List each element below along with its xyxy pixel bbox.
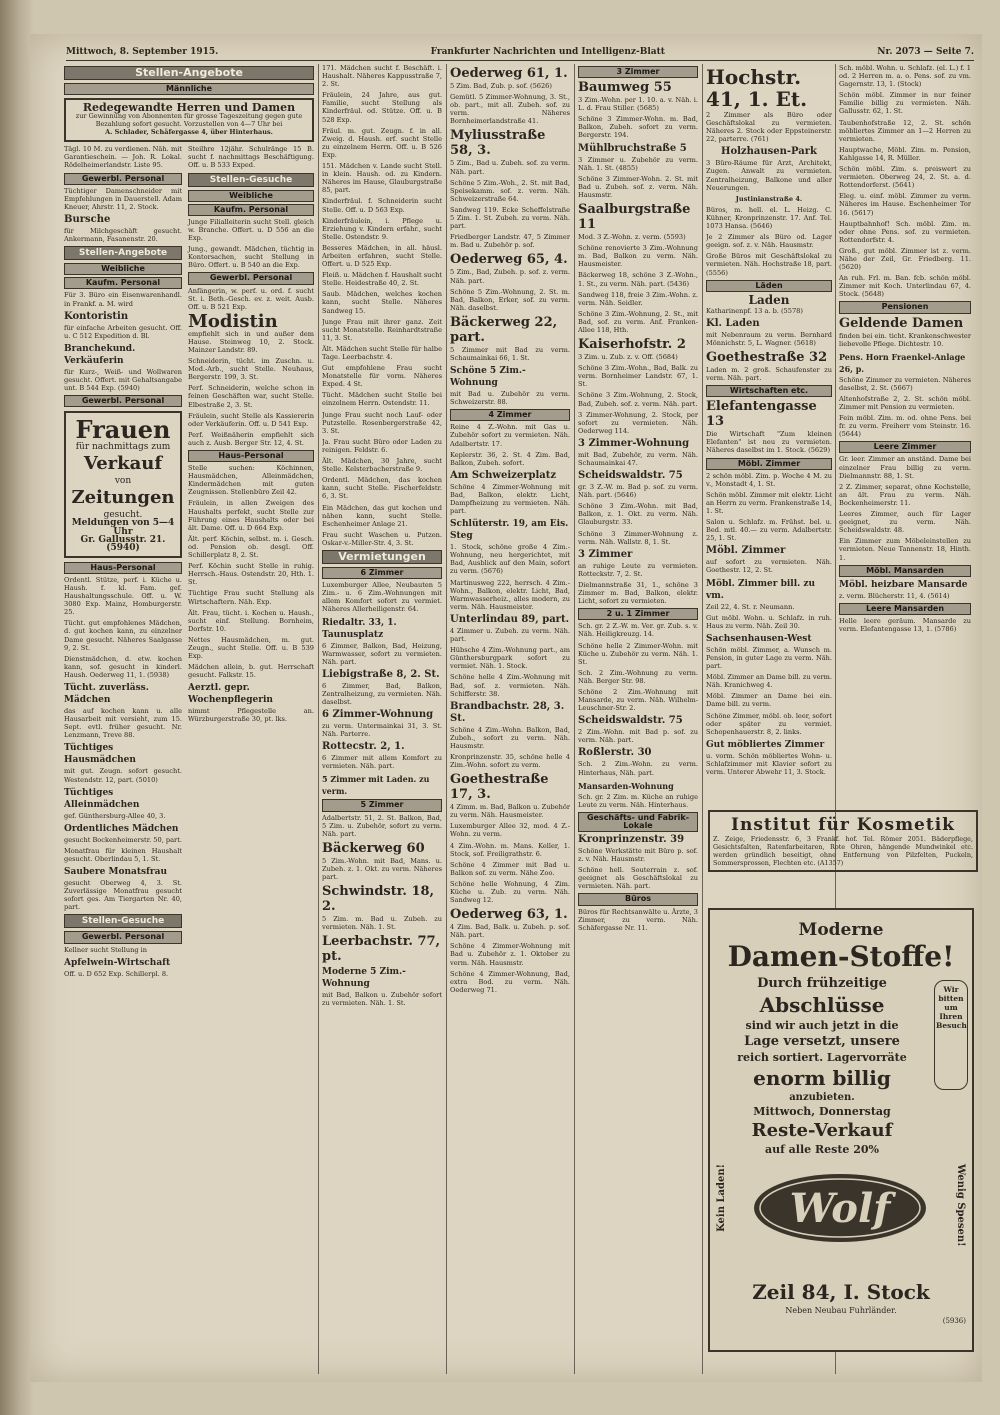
ad-headline: Ordentliches Mädchen [64, 823, 179, 834]
subsection-header: Kaufm. Personal [64, 277, 182, 289]
ad-text: Schöne Werkstätte mit Büro p. sof. z. v. Näh. Hausmstr. [578, 847, 698, 864]
ad-text: Dielmannstraße 31, 1., schöne 3 Zimmer m. Bad, Balkon, elektr. Licht, sofort zu vermieten. [578, 580, 698, 606]
subsection-header: Männliche [64, 83, 314, 95]
ad-text: Schöne 3 Zim.-Wohn., Bad, Balk. zu verm. Bornheimer Landstr. 67, 1. St. [578, 364, 698, 389]
wolf-logo [750, 1168, 930, 1248]
ad-text: Für 3. Büro ein Eisenwarenhandl. in Frankf. a. M. wird [64, 291, 182, 308]
ad-headline: Scheidswaldstr. 75 [578, 715, 683, 727]
ad-text: sind wir auch jetzt in die [745, 1019, 899, 1032]
ad-headline: Tücht. zuverläss. Mädchen [64, 683, 149, 706]
ad-text: Gr. Gallusstr. 21. (5940) [80, 534, 166, 553]
ad-text: Ein Mädchen, das gut kochen und nähen kann, sucht Stelle. Eschenheimer Anlage 21. [322, 503, 442, 528]
ad-text: zu verm. Untermainkai 31, 3. St. Näh. Parterre. [322, 722, 442, 739]
ad-text: Ordentl. Mädchen, das kochen kann, sucht Stelle. Fischerfeldstr. 6, 3. St. [322, 476, 442, 501]
subsection-header: 2 u. 1 Zimmer [578, 608, 698, 620]
ad-text: mit Bad u. Zubehör zu verm. Schweizerstr. 88. [450, 390, 570, 407]
ad-text: 3 Zim.-Wohn. per 1. 10. a. v. Näh. i. L. d. Frau Stiller. (5685) [578, 96, 698, 113]
ad-text: Schneiderin, tücht. im Zuschn. u. Mod.-Arb., sucht Stelle. Neuhaus, Bergerstr. 199, 3. St. [188, 357, 314, 382]
ad-text: Tücht. Mädchen sucht Stelle bei einzelnem Herrn. Ostendstr. 11. [322, 391, 442, 408]
book-spine [0, 0, 34, 1415]
column-1 [64, 64, 314, 1380]
ad-headline: Kaiserhofstr. 2 [578, 337, 686, 353]
ad-headline: Kontoristin [64, 310, 129, 322]
ad-headline: Laden [748, 292, 790, 307]
ad-text: für nachmittags zum [75, 442, 171, 453]
ad-text: 5 Zim., Bad u. Zubeh. sof. zu verm. Näh. part. [450, 159, 570, 176]
ad-text: empfiehlt sich in und außer dem Hause. Steinweg 10, 2. Stock. Mainzer Landstr. 89. [188, 329, 314, 354]
ad-text: Büros für Rechtsanwälte u. Ärzte, 3 Zimmer, zu verm. Näh. Schäfergasse Nr. 11. [578, 907, 698, 932]
ad-headline: Rottecstr. 2, 1. [322, 741, 405, 753]
ad-text: 5 Zim. Bad, Zub. p. sof. (5626) [450, 82, 552, 90]
ad-text: Keplerstr. 36, 2. St. 4 Zim. Bad, Balkon, Zubeh. sofort. [450, 450, 570, 467]
ad-headline: 3 Zimmer [578, 548, 633, 560]
ad-text: Mittwoch, Donnerstag [753, 1105, 891, 1118]
section-header: Stellen-Gesuche [64, 914, 182, 928]
ad-text: u. vorm. Schön möbliertes Wohn- u. Schlafzimmer mit Klavier sofort zu verm. Unterer Abwehr 11, 3. Stock. [706, 751, 832, 776]
ad-text: 4 Zimm. m. Bad, Balkon u. Zubehör zu verm. Näh. Hausmeister. [450, 803, 570, 820]
ad-headline: Roßlerstr. 30 [578, 747, 652, 759]
ad-text: Schöne Zimmer zu vermieten. Näheres daselbst, 2. St. (5667) [839, 375, 971, 392]
ad-text: reich sortiert. Lagervorräte [737, 1051, 907, 1064]
ad-headline: Moderne 5 Zim.-Wohnung [322, 967, 406, 990]
ad-text: Anfängerin, w. perf. u. ord. f. sucht St. i. Beth.-Gesch. ev. z. weit. Ausb. Off. u. B 521 Exp. [188, 286, 314, 311]
ad-headline: Oederweg 61, 1. [450, 66, 568, 81]
ad-headline: 5 Zimmer mit Laden. zu verm. [322, 774, 430, 797]
ad-text: Tägl. 10 M. zu verdienen. Näh. mit Garantieschein. — Joh. R. Lokal. Rödelheimerlandstr. Liste 95. [64, 145, 182, 170]
ad-text: 3 Zim. u. Zub. z. v. Off. (5684) [578, 353, 678, 362]
ad-text: Gut möbl. Wohn. u. Schlafz. in ruh. Haus zu verm. Näh. Zeil 30. [706, 613, 832, 630]
ad-text: Schöne 5 Zim.-Woh., 2. St. mit Bad, Speisekamm. sof. z. verm. Näh. Schweizerstraße 64. [450, 178, 570, 203]
ad-text: Stelle suchen: Köchinnen, Hausmädchen, Alleinmädchen, Kindermädchen mit guten Zeugnissen. Stellenbüro Zeil 42. [188, 464, 314, 497]
ad-text: Schöne 4 Zim.-Wohn. Balkon, Bad, Zubeh., sofort zu verm. Näh. Hausmstr. [450, 725, 570, 750]
column-rule [574, 64, 575, 1374]
ad-text: Perf. Köchin sucht Stelle in ruhig. Herrsch.-Haus. Ostendstr. 20, Hth. 1. St. [188, 562, 314, 587]
ad-text: 3 Zimmer u. Zubehör zu verm. Näh. 1. St. (4855) [578, 155, 698, 172]
ad-headline: Elefantengasse 13 [706, 399, 817, 430]
ad-text: Fein möbl. Zim. m. od. ohne Pens. bei fr. zu verm. Freiherr vom Steinstr. 16. (5644) [839, 414, 971, 439]
ad-text: Büros, m. hell. el. L. Heizg. C. Kühner, Kronprinzenstr. 17. Anf. Tel. 1073 Hansa. (5646) [706, 205, 832, 231]
header-date: Mittwoch, 8. September 1915. [66, 47, 219, 57]
ad-text: Frau sucht Waschen u. Putzen. Oskar-v.-Miller-Str. 4, 3. St. [322, 530, 442, 547]
ad-headline: Bursche [64, 213, 111, 225]
ad-text: Sch. 2 Zim.-Wohn. zu verm. Hinterhaus, Näh. part. [578, 760, 698, 777]
ad-text: Schöne 3 Zimmer-Wohn. m. Bad, Balkon, Zubeh. sofort zu verm. Bergerstr. 194. [578, 115, 698, 140]
ad-text: Off. u. D 652 Exp. Schillerpl. 8. [64, 969, 169, 978]
subsection-header: Möbl. Mansarden [839, 565, 971, 577]
ad-text: für einfache Arbeiten gesucht. Off. u. C 512 Expedition d. Bl. [64, 323, 182, 340]
header-page: Nr. 2073 — Seite 7. [877, 47, 974, 57]
ad-headline: Aerztl. gepr. Wochenpflegerin [188, 683, 273, 706]
ad-text: Junge Filialleiterin sucht Stell. gleich w. Branche. Offert. u. D 556 an die Exp. [188, 217, 314, 243]
ad-text: Schöne 4 Zimmer-Wohnung, Bad, extra Bod. zu verm. Näh. Oederweg 71. [450, 969, 570, 994]
ad-text: Schöne 2 Zim.-Wohnung mit Mansarde, zu verm. Näh. Wilhelm-Leuschner-Str. 2. [578, 687, 698, 713]
ad-text: Leeres Zimmer, auch für Lager geeignet, zu verm. Näh. Scheidswaldstr. 48. [839, 510, 971, 535]
ad-text: 5 Zim. m. Bad u. Zubeh. zu vermieten. Näh. 1. St. [322, 915, 442, 932]
ad-text: Sch. gr. 2 Z.-W. m. Ver. gr. Zub. s. v. Näh. Heiligkreuzg. 14. [578, 622, 698, 639]
column-3 [322, 64, 442, 1380]
ad-text: Tüchtiger Damenschneider mit Empfehlungen in Dauerstell. Adam Kneuer, Ahrstr. 11, 2. Stock. [64, 186, 182, 211]
ad-text: für Kurz-, Weiß- und Wollwaren gesucht. Offert. mit Gehaltsangabe unt. B 544 Exp. (5940) [64, 367, 182, 392]
subsection-header: Gewerbl. Personal [64, 931, 182, 943]
ad-text: Schön möbl. Zimmer mit elektr. Licht an Herrn zu verm. Frankenstraße 14, 1. St. [706, 490, 832, 515]
subsection-header: Weibliche [64, 263, 182, 275]
ad-text: Schöne 3 Zim.-Wohnung, 2. Stock, Bad, Zubeh. sof. z. verm. Näh. part. [578, 391, 698, 408]
ad-headline: Holzhausen-Park [721, 146, 817, 158]
ad-text: Kellner sucht Stellung in [64, 945, 148, 954]
ad-text: Reine 4 Z.-Wohn. mit Gas u. Zubehör sofort zu vermieten. Näh. Adalbertstr. 17. [450, 423, 570, 448]
ad-text: Bäckerweg 18, schöne 3 Z.-Wohn., 1. St., zu verm. Näh. part. (5436) [578, 271, 698, 288]
ad-text: 2 Zimmer als Büro oder Geschäftslokal zu vermieten. Näheres 2. Stock oder Eppsteinerstr. 22, parterre. (761) [706, 111, 832, 144]
ad-text: Schöne 3 Zim.-Wohnung, 2. St., mit Bad, sof. zu verm. Anf. Franken-Allee 118, Hth. [578, 309, 698, 334]
ad-text: Kein Laden! [716, 1164, 727, 1232]
ad-headline: Scheidswaldstr. 75 [578, 470, 683, 482]
subsection-header: Haus-Personal [64, 562, 182, 574]
section-header: Stellen-Gesuche [188, 173, 314, 187]
ad-text: 3 Zimmer-Wohnung, 2. Stock, per sofort zu vermieten. Näh. Oederweg 114. [578, 410, 698, 435]
ad-headline: Möbl. Zimmer bill. zu vm. [706, 578, 816, 601]
ad-text: Schöne 4 Zimmer-Wohnung mit Bad u. Zubehör z. 1. Oktober zu verm. Näh. Hausmstr. [450, 942, 570, 967]
ad-text: Meldungen von 5—4 Uhr [71, 518, 175, 537]
ad-text: Lage versetzt, unsere [744, 1034, 900, 1049]
ad-headline: Damen-Stoffe! [727, 940, 955, 973]
ad-text: Sch. gr. 2 Zim. m. Küche an ruhige Leute zu verm. Näh. Hinterhaus. [578, 792, 698, 809]
ad-headline: Institut für Kosmetik [731, 815, 955, 835]
ad-headline: Kl. Laden [706, 317, 760, 329]
ad-headline: Geldende Damen [839, 315, 964, 331]
section-header: Stellen-Angebote [64, 246, 182, 260]
ad-headline: Oederweg 63, 1. [450, 907, 568, 923]
subsection-header: 6 Zimmer [322, 567, 442, 579]
subsection-header: 5 Zimmer [322, 799, 442, 811]
ad-text: Hauptbahnhof! Sch. möbl. Zim. m. oder ohne Pens. sof. zu vermieten. Rottendorfstr. 4. [839, 219, 971, 244]
page-header [66, 44, 974, 61]
ad-text: auf sofort zu vermieten. Näh. Goethestr. 12, 2. St. [706, 558, 832, 575]
ad-text: A. Schlader, Schäfergasse 4, über Hinterhaus. [105, 128, 273, 137]
ad-text: mit Bad, Balkon u. Zubehör sofort zu vermieten. Näh. 1. St. [322, 991, 442, 1008]
ad-text: Dienstmädchen, d. etw. kochen kann, sof. gesucht in kinderl. Haush. Oederweg 11, 1. (5938) [64, 654, 182, 679]
ad-box [64, 98, 314, 142]
ad-headline: Mansarden-Wohnung [578, 780, 674, 791]
ad-headline: Riedaltr. 33, 1. Taunusplatz [322, 617, 397, 640]
ad-headline: Hochstr. 41, 1. Et. [706, 65, 808, 111]
ad-text: 6 Zimmer mit allem Komfort zu vermieten. Näh. part. [322, 754, 442, 771]
ad-text: 5 Zimmer mit Bad zu verm. Schaumainkai 66, 1. St. [450, 345, 570, 362]
ad-text: Justinianstraße 4. [735, 194, 803, 203]
ad-text: Je 2 Zimmer als Büro od. Lager geeign. sof. z. v. Näh. Hausmstr. [706, 233, 832, 250]
ad-text: Monatfrau für kleinen Haushalt gesucht. Oberlindau 5, 1. St. [64, 846, 182, 863]
ad-text: Steilhre 12jähr. Schulränge 15 B. sucht f. nachmittags Beschäftigung. Off. u. B 533 Exped. [188, 145, 314, 170]
ad-text: an ruhige Leute zu vermieten. Rotteckstr. 7, 2. St. [578, 561, 698, 578]
ad-headline: Mühlbruchstraße 5 [578, 142, 687, 154]
ad-text: Gr. leer. Zimmer an anständ. Dame bei einzelner Frau billig zu verm. Dielmannstr. 88, 1. St. [839, 455, 971, 480]
ad-text: (5936) [942, 1317, 966, 1325]
subsection-header: Büros [578, 893, 698, 905]
subsection-header: Wirtschaften etc. [706, 385, 832, 397]
ad-text: Adalbertstr. 51, 2. St. Balkon, Bad, 5 Zim. u. Zubehör, sofort zu verm. Näh. part. [322, 813, 442, 838]
ad-headline: Goethestraße 32 [706, 349, 828, 365]
ad-text: mit Nebenraum zu verm. Bernhard Mönnichstr. 5, L. Wagner. (5618) [706, 330, 832, 347]
ad-text: Ja. Frau sucht Büro oder Laden zu reinigen. Feldstr. 6. [322, 437, 442, 454]
ad-text: gesucht Oberweg 4, 3. St. Zuverlässige Monatfrau gesucht sofort ges. Am Tiergarten Nr. 40, part. [64, 878, 182, 912]
ad-headline: Branchekund. Verkäuferin [64, 343, 136, 366]
ad-text: Ein Zimmer zum Möbeleinstellen zu vermieten. Neue Tannenstr. 18, Hinth. 1. [839, 537, 971, 562]
ad-text: Luxemburger Allee 32, mod. 4 Z.-Wohn. zu verm. [450, 822, 570, 839]
section-header: Stellen-Angebote [64, 66, 314, 80]
subsection-header: Geschäfts- und Fabrik-Lokale [578, 812, 698, 832]
ad-text: Junge Frau mit ihrer ganz. Zeit sucht Monatstelle. Reinhardtstraße 11, 3. St. [322, 317, 442, 342]
ad-text: z. verm. Blücherstr. 11, 4. (5614) [839, 591, 950, 600]
ad-text: 5 Zim., Bad, Zubeh. p. sof. z. verm. Näh. part. [450, 268, 570, 285]
ad-headline: Oederweg 65, 4. [450, 252, 568, 268]
ad-text: finden bei ein. ticht. Krankenschwester liebevolle Pflege. Dichtestr. 10. [839, 331, 971, 348]
ad-text: Ält. Frau, tücht. i. Kochen u. Haush., sucht einf. Stellung. Bornheim, Dorfstr. 10. [188, 608, 314, 633]
ad-text: Jung., gewandt. Mädchen, tüchtig in Kontorsachen, sucht Stellung in Büro. Offert. u. B 540 an die Exp. [188, 245, 314, 270]
ad-headline: Redegewandte Herren und Damen [82, 101, 296, 115]
subsection-header: Läden [706, 280, 832, 292]
ad-text: Sch. 2 Zim.-Wohnung zu verm. Näh. Berger Str. 98. [578, 668, 698, 685]
ad-headline: Myliusstraße 58, 3. [450, 128, 546, 159]
ad-headline: Möbl. heizbare Mansarde [839, 579, 968, 590]
column-rule [702, 64, 703, 1374]
ad-text: anzubieten. [789, 1092, 855, 1103]
frauen-ad [64, 411, 182, 558]
ad-text: Gemütl. 5 Zimmer-Wohnung, 3. St., ob. part., mit all. Zubeh. sof. zu verm. Näheres Bornheimerlandstraße 41. [450, 93, 570, 126]
ad-text: gef. Günthersburg-Allee 40, 3. [64, 811, 166, 820]
ad-text: Luxemburger Allee, Neubauten 5 Zim.- u. 6 Zim.-Wohnungen mit allem Komfort sofort zu vermiet. Näheres Allerheiligenstr. 64. [322, 581, 442, 614]
ad-text: Ält. Mädchen, 30 Jahre, sucht Stelle. Kelsterbacherstraße 9. [322, 457, 442, 474]
wir-bitten-badge: Wir bitten um Ihren Besuch [934, 980, 968, 1090]
ad-text: Mädchen allein, b. gut. Herrschaft gesucht. Falkstr. 15. [188, 663, 314, 680]
ad-headline: Leerbachstr. 77, pt. [322, 934, 441, 965]
subsection-header: Gewerbl. Personal [64, 173, 182, 185]
ad-headline: Saalburgstraße 11 [578, 202, 691, 233]
ad-text: Neben Neubau Fuhrländer. [785, 1306, 897, 1315]
ad-headline: Pens. Horn Fraenkel-Anlage 26, p. [839, 351, 966, 374]
ad-text: Durch frühzeitige [757, 976, 887, 991]
ad-text: auf alle Reste 20% [764, 1143, 879, 1156]
subsection-header: Leere Mansarden [839, 603, 971, 615]
ad-headline: Schlüterstr. 19, am Eis. Steg [450, 519, 569, 542]
ad-text: Möbl. Zimmer an Dame bill. zu verm. Näh. Kranichweg 4. [706, 673, 832, 690]
ad-text: Zeil 22, 4. St. r. Neumann. [706, 602, 795, 611]
ad-headline: Saubere Monatsfrau [64, 866, 168, 877]
subsection-header: 3 Zimmer [578, 66, 698, 78]
subsection-header: Gewerbl. Personal [188, 272, 314, 284]
ad-headline: Bäckerweg 22, part. [450, 314, 558, 345]
ad-text: Schöne 4 Zimmer mit Bad u. Balkon sof. zu verm. Nähe Zoo. [450, 860, 570, 877]
ad-headline: Goethestraße 17, 3. [450, 772, 549, 803]
ad-text: Ält. perf. Köchin, selbst. m. i. Gesch. od. Pension ob. desgl. Off. Schillerplatz 8, 2. St. [188, 534, 314, 560]
ad-text: Groß., gut möbl. Zimmer ist z. verm. Nähe der Zeil, Gr. Friedberg. 11. (5620) [839, 246, 971, 272]
ad-text: Ält. Mädchen sucht Stelle für halbe Tage. Leerbachstr. 4. [322, 344, 442, 361]
subsection-header: 4 Zimmer [450, 409, 570, 421]
ad-text: Martinusweg 222, herrsch. 4 Zim.-Wohn., Balkon, elektr. Licht, Bad, Warmwasserheiz., alles modern, zu verm. Näh. Hausmeister. [450, 578, 570, 611]
ad-text: Tüchtige Frau sucht Stellung als Wirtschaftern. Näh. Exp. [188, 589, 314, 606]
ad-headline: Reste-Verkauf [751, 1120, 893, 1141]
section-header: Vermietungen [322, 550, 442, 564]
ad-text: Saub. Mädchen, welches kochen kann, sucht Stelle. Näheres Sandweg 15. [322, 290, 442, 315]
ad-text: Schöne 3 Zimmer-Wohn. 2. St. mit Bad u. Zubeh. sof. z. verm. Näh. Hausmstr. [578, 174, 698, 199]
damen-stoffe-ad [708, 908, 974, 1352]
ad-text: das auf kochen kann u. alle Hausarbeit mit versieht, zum 15. Sept. evtl. früher gesucht. Nr. Lenzmann, Treve 88. [64, 707, 182, 740]
ad-text: von [114, 476, 132, 487]
ad-text: 4 Zimmer u. Zubeh. zu verm. Näh. part. [450, 626, 570, 644]
ad-headline: Apfelwein-Wirtschaft [64, 957, 171, 968]
ad-text: Fräulein, sucht Stelle als Kassiererin oder Verkäuferin. Off. u. D 541 Exp. [188, 411, 314, 428]
ad-headline: Bäckerweg 60 [322, 840, 425, 856]
ad-text: 151. Mädchen v. Lande sucht Stell. in klein. Haush. od. zu Kindern. Näheres im Hause, Glauburgstraße 85, part. [322, 162, 442, 195]
ad-text: Fleiß. u. Mädchen f. Haushalt sucht Stelle. Heidestraße 40, 2. St. [322, 271, 442, 288]
ad-text: Fräulein, in allen Zweigen des Haushalts perfekt, sucht Stelle zur Führung eines Haushalts oder bei ält. Dame. Off. u. D 664 Exp. [188, 499, 314, 532]
ad-text: Sandweg 119. Ecke Scheffelstraße 5 Zim. 1. St. Zubeh. zu verm. Näh. part. [450, 205, 570, 231]
ad-text: Tücht. gut empfohlenes Mädchen, d. gut kochen kann, zu einzelner Dame gesucht. Näheres Saalgasse 9, 2. St. [64, 619, 182, 652]
ad-headline: Tüchtiges Hausmädchen [64, 743, 136, 766]
wolf-logo-text: Wolf [789, 1185, 891, 1232]
ad-text: Moderne [798, 920, 884, 940]
ad-text: Kinderfräulein, i. Pflege u. Erziehung v. Kindern erfahr., sucht Stelle. Ostendstr. 9. [322, 216, 442, 241]
ad-headline: Schöne 5 Zim.-Wohnung [450, 366, 526, 389]
ad-text: An ruh. Frl. m. Ban. fcb. schön möbl. Zimmer mit Koch. Unterlindau 67, 4. Stock. (5648) [839, 274, 971, 299]
ad-text: Schöne 3 Zim.-Wohn. mit Bad, Balkon, z. 1. Okt. zu verm. Näh. Glauburgstr. 33. [578, 502, 698, 527]
ad-text: Schöne helle Wohnung, 4 Zim. Küche u. Zub. zu verm. Näh. Sandweg 12. [450, 879, 570, 905]
ad-headline: Modistin [188, 310, 278, 332]
ad-headline: Verkauf [83, 453, 163, 475]
subsection-header: Haus-Personal [188, 450, 314, 462]
ad-headline: Kronprinzenstr. 39 [578, 834, 685, 845]
ad-text: zur Gewinnung von Abonnenten für grosse Tageszeitung gegen gute Bezahlung sofort gesucht. Vorzustellen von 4—7 Uhr bei [75, 112, 303, 129]
subsection-header: Kaufm. Personal [188, 204, 314, 216]
ad-text: Z. Zeige, Friedensstr. 6, 3 Frankf. hof. Tel. Römer 2051. Bäderpflege, Gesichtsfalten, Ratenfarbeitaren, Rote Ohren, hängende Mundwinkel etc. werden gründlich beseitigt, ohne Entfernung von Pilzfelten, Puckeln, Sommersprossen, Flechten etc. (A1357) [713, 835, 973, 867]
ad-headline: Brandbachstr. 28, 3. St. [450, 700, 565, 724]
ad-text: gr. 3 Z.-W. m. Bad p. sof. zu verm. Näh. part. (5646) [578, 483, 698, 500]
ad-text: mit gut. Zeugn. sofort gesucht. Westendstr. 12, part. (5010) [64, 767, 182, 784]
ad-headline: Tüchtiges Alleinmädchen [64, 787, 140, 810]
subsection-header: Pensionen [839, 301, 971, 313]
ad-text: Altenhofstraße 2, 2. St. schön möbl. Zimmer mit Pension zu vermieten. [839, 394, 971, 411]
institut-kosmetik-ad [708, 810, 978, 872]
ad-headline: Baumweg 55 [578, 80, 672, 96]
subsection-header: Weibliche [188, 190, 314, 202]
column-5 [578, 64, 698, 1380]
ad-headline: 3 Zimmer-Wohnung [578, 437, 690, 449]
subsection-header: Leere Zimmer [839, 441, 971, 453]
ad-text: Schön möbl. Zimmer in nur feiner Familie billig zu vermieten. Näh. Gallusstr. 62, 1. St. [839, 91, 971, 116]
ad-headline: Gut möbliertes Zimmer [706, 739, 825, 750]
ad-text: 2 Z. Zimmer, separat, ohne Kochstelle, an ält. Frau zu verm. Näh. Bockenheimerstr. 11. [839, 482, 971, 507]
ad-headline: Schwindstr. 18, 2. [322, 884, 435, 915]
ad-text: Schöne 4 Zimmer-Wohnung mit Bad, Balkon, elektr. Licht, Dampfheizung zu vermieten. Näh. part. [450, 482, 570, 516]
ad-text: Schöne helle 4 Zim.-Wohnung mit Bad, sof. z. vermieten. Näh. Schifferstr. 38. [450, 673, 570, 698]
ad-text: Fräulein, 24 Jahre, aus gut. Familie, sucht Stellung als Kinderfräul. od. Stütze. Off. u. B 528 Exp. [322, 91, 442, 124]
ad-text: Große Büros mit Geschäftslokal zu vermieten. Näh. Hochstraße 18, part. (5556) [706, 252, 832, 277]
ad-headline: Liebigstraße 8, 2. St. [322, 668, 440, 680]
ad-text: Fräul. m. gut. Zeugn. f. in all. Zweig. d. Haush. erf. sucht Stelle zu einzelnem Herrn. Off. u. B 526 Exp. [322, 126, 442, 159]
column-rule [446, 64, 447, 1374]
ad-text: nimmt Pflegestelle an. Würzburgerstraße 30, pt. lks. [188, 707, 314, 724]
ad-text: Kronprinzenstr. 35, schöne helle 4 Zim.-Wohn. sofort zu verm. [450, 752, 570, 770]
ad-text: 171. Mädchen sucht f. Beschäft. i. Haushalt. Näheres Kappusstraße 7, 2. St. [322, 64, 442, 89]
ad-text: 2 schön möbl. Zim. p. Woche 4 M. zu v., Monstadt 4, 1. St. [706, 471, 832, 488]
ad-text: Sandweg 118, freie 3 Zim.-Wohn. z. verm. Näh. Seidler. [578, 290, 698, 307]
column-4 [450, 64, 570, 1380]
ad-text: Perf. Weißnäherin empfiehlt sich auch z. Ausb. Berger Str. 12, 4. St. [188, 430, 314, 447]
column-rule [318, 64, 319, 1374]
ad-text: Schöne 3 Zimmer-Wohnung z. verm. Näh. Wallstr. 8, 1. St. [578, 529, 698, 546]
ad-text: Nettes Hausmädchen, m. gut. Zeugn., sucht Stelle. Off. u. B 539 Exp. [188, 635, 314, 661]
ad-text: Helle leere geräum. Mansarde zu verm. Elefantengasse 13, 1. (5786) [839, 616, 971, 633]
ad-text: 2 Zim.-Wohn. mit Bad p. sof. zu verm. Näh. part. [578, 728, 698, 745]
ad-text: Junge Frau sucht noch Lauf- oder Putzstelle. Rosenbergerstraße 42, 3. St. [322, 410, 442, 435]
ad-text: Katharinenpf. 13 a. b. (5578) [706, 306, 803, 315]
ad-text: 6 Zimmer, Balkon, Bad, Heizung, Warmwasser, sofort zu vermieten. Näh. part. [322, 641, 442, 666]
ad-text: Hübsche 4 Zim.-Wohnung part., am Günthersburgpark sofort zu vermiet. Näh. 1. Stock. [450, 646, 570, 671]
ad-text: 4 Zim. Bad, Balk. u. Zubeh. p. sof. Näh. part. [450, 923, 570, 940]
ad-text: Schöne 5 Zim.-Wohnung, 2. St. m. Bad, Balkon, Erker, sof. zu verm. Näh. daselbst. [450, 287, 570, 312]
ad-text: Schön möbl. Zimmer, a. Wunsch m. Pension, in guter Lage zu verm. Näh. part. [706, 645, 832, 671]
ad-headline: Sachsenhausen-West [706, 633, 812, 644]
ad-text: Möbl. Zimmer an Dame bei ein. Dame bill. zu verm. [706, 692, 832, 709]
ad-text: Salon u. Schlafz. m. Frühst. bel. u. Bed. mtl. 40.— zu verm. Adalbertstr. 25, 1. St. [706, 518, 832, 543]
ad-text: Gut empfohlene Frau sucht Monatstelle für vorm. Näheres Exped. 4 St. [322, 364, 442, 389]
ad-text: mit Bad, Zubehör, zu verm. Näh. Schaumainkai 47. [578, 450, 698, 467]
ad-text: 1. Stock, schöne große 4 Zim.-Wohnung, neu hergerichtet, mit Bad, Ausblick auf den Main, sofort zu verm. (5676) [450, 543, 570, 576]
ad-headline: Zeil 84, I. Stock [752, 1280, 930, 1304]
ad-text: Perf. Schneiderin, welche schon in feinen Geschäften war, sucht Stelle. Elbestraße 2, 3. St. [188, 384, 314, 409]
ad-text: Kinderfräul. f. Schneiderin sucht Stelle. Off. u. D 563 Exp. [322, 197, 442, 214]
ad-headline: enorm billig [753, 1066, 891, 1090]
ad-headline: Möbl. Zimmer [706, 545, 786, 557]
ad-text: Schön möbl. Zim. s. preiswert zu vermieten. Oberweg 24, 2. St. a. d. Rottendorferst. (5641) [839, 165, 971, 190]
ad-headline: Frauen [75, 415, 171, 445]
ad-text: 6 Zimmer, Bad, Balkon, Zentralheizung, zu vermieten. Näh. daselbst. [322, 681, 442, 706]
ad-headline: Am Schweizerplatz [450, 469, 557, 481]
ad-text: Schöne renovierte 3 Zim.-Wohnung m. Bad, Balkon zu verm. Näh. Hausmeister. [578, 244, 698, 269]
column-7 [839, 64, 971, 804]
ad-text: Schöne Zimmer, möbl. ob. leer, sofort oder später zu vermiet. Schopenhauerstr. 8, 2. links. [706, 711, 832, 736]
ad-text: Ordentl. Stütze, perf. i. Küche u. Haush. f. kl. Fam. gef. Haushaltungsschule. Off. u. W. 3080 Exp. Mainz, Homburgerstr. 25. [64, 575, 182, 617]
ad-text: Mod. 3 Z.-Wohn. z. verm. (5593) [578, 233, 686, 242]
ad-text: für Milchgeschäft gesucht. Ankermann, Fasanenstr. 20. [64, 226, 182, 244]
ad-text: gesucht Bockenheimerstr. 50, part. [64, 835, 182, 844]
ad-text: Taubenhofstraße 12, 2. St. schön möbliertes Zimmer an 1—2 Herren zu vermieten. [839, 118, 971, 143]
ad-text: Sch. möbl. Wohn. u. Schlafz. (el. L.) f. 1 od. 2 Herren m. a. o. Pens. sof. zu vm. Gagernstr. 13, 1. (Stock) [839, 64, 971, 89]
ad-text: Eleg. u. einf. möbl. Zimmer zu verm. Näheres im Hause. Eschenheimer Tor 16. (5617) [839, 192, 971, 217]
ad-text: Laden m. 2 groß. Schaufenster zu verm. Näh. part. [706, 365, 832, 383]
ad-headline: 6 Zimmer-Wohnung [322, 709, 434, 721]
ad-text: Die Wirtschaft "Zum kleinen Elefanten" ist neu zu vermieten. Näheres daselbst im 1. Stock. (5629) [706, 430, 832, 455]
subsection-header: Möbl. Zimmer [706, 458, 832, 470]
ad-text: Hauptwache, Möbl. Zim. m. Pension, Kahlgasse 14, R. Müller. [839, 145, 971, 162]
ad-text: 4 Zim.-Wohn. m. Mans. Keller, 1. Stock, sof. Freiligrathstr. 6. [450, 841, 570, 858]
subsection-header: Gewerbl. Personal [64, 395, 182, 407]
ad-text: Friedberger Landstr. 47, 5 Zimmer m. Bad u. Zubehör p. sof. [450, 233, 570, 250]
column-6 [706, 64, 832, 804]
ad-headline: Unterlindau 89, part. [450, 613, 570, 625]
ad-text: Wenig Spesen! [955, 1164, 966, 1247]
ad-text: 5 Zim.-Wohn. mit Bad, Mans. u. Zubeh. z. 1. Okt. zu verm. Näheres part. [322, 856, 442, 882]
ad-text: Besseres Mädchen, in all. häusl. Arbeiten erfahren, sucht Stelle. Offert. u. D 525 Exp. [322, 243, 442, 269]
ad-text: Schöne helle 2 Zimmer-Wohn. mit Küche u. Zubehör zu verm. Näh. 1. St. [578, 641, 698, 666]
ad-text: gesucht. [103, 510, 143, 521]
ad-text: Schöne hell. Souterrain z. sof. geeignet als Geschäftslokal zu vermieten. Näh. part. [578, 866, 698, 891]
ad-headline: Zeitungen [71, 487, 175, 509]
ad-text: 3 Büro-Räume für Arzt, Architekt, Zugen. Anwalt zu vermieten. Zentralheizung, Balkone und aller Neuerungen. [706, 159, 832, 192]
ad-headline: Abschlüsse [759, 993, 885, 1017]
header-title: Frankfurter Nachrichten und Intelligenz-Blatt [430, 47, 665, 57]
